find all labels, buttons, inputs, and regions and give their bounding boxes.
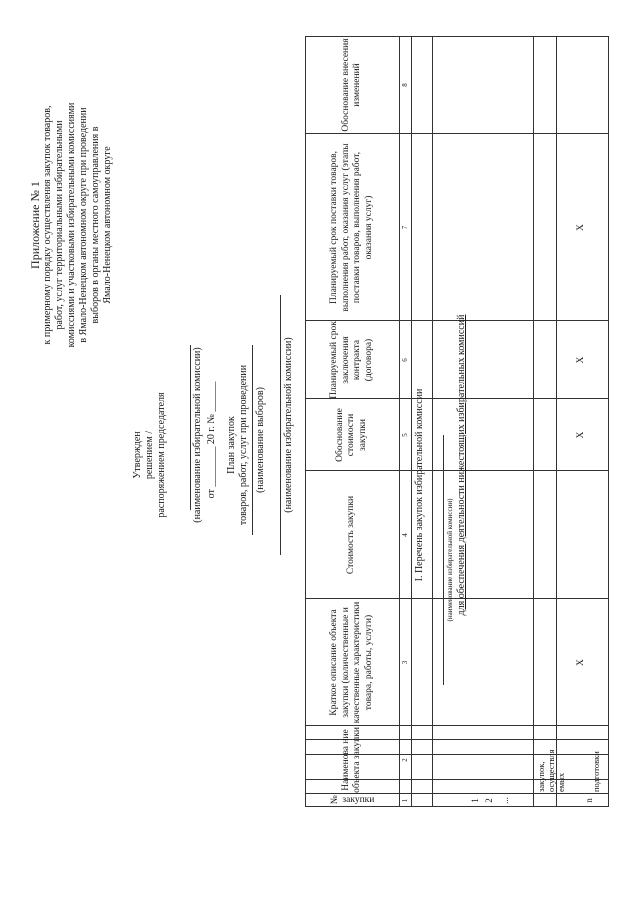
row-number: 2 (484, 798, 494, 803)
col-header-6: Планируемый срок заключения контракта (договора) (329, 321, 374, 399)
section-name-caption: (наименование избирательной комиссии) (446, 498, 454, 622)
col-number: 2 (401, 758, 409, 762)
appendix-title: Приложение № 1 (28, 181, 42, 269)
subtotal-label: закупок, осуществля емых (536, 749, 566, 792)
col-header-8: Обоснование внесения изменений (340, 38, 362, 132)
col-header-3: Краткое описание объекта закупки (количественные и качественные характеристики товара, работы, услуги) (329, 601, 374, 724)
section-heading: I. Перечень закупок избирательной комиссии (414, 388, 425, 582)
appendix-line: работ, услуг территориальными избирательными (54, 120, 65, 330)
section-name-line (443, 435, 444, 685)
election-commission-line (280, 295, 281, 555)
plan-subtitle: товаров, работ, услуг при проведении (238, 364, 249, 526)
col-header-7: Планируемый срок поставки товаров, выполнения работ, оказания услуг (этапы поставки товаров, выполнения работ, оказания услуг) (329, 143, 374, 312)
mark-x: X (576, 356, 587, 364)
mark-x: X (576, 659, 587, 666)
election-name-caption: (наименование выборов) (255, 387, 266, 493)
election-name-line (252, 345, 253, 535)
col-number: 5 (401, 433, 409, 437)
table-rule (432, 36, 433, 807)
appendix-line: в Ямало-Ненецком автономном округе при проведении (78, 107, 89, 343)
appendix-header (28, 45, 114, 405)
appendix-line: комиссиями и участковыми избирательными комиссиями (66, 102, 77, 348)
col-header-1: № закупки (329, 794, 375, 805)
col-number: 8 (401, 83, 409, 87)
mark-x: X (576, 224, 587, 231)
row-number: 1 (470, 798, 480, 803)
commission-name-line (190, 345, 191, 510)
col-number: 3 (401, 660, 409, 665)
col-number: 7 (401, 225, 409, 230)
col-number: 1 (401, 798, 409, 803)
col-number: 6 (401, 358, 409, 362)
table-rule (411, 36, 412, 807)
decision-label: решением / (144, 430, 155, 480)
table-rule (399, 36, 400, 807)
mark-x: X (576, 431, 587, 439)
order-label: распоряжением председателя (156, 392, 167, 518)
col-number: 4 (401, 533, 409, 537)
plan-title-block (226, 330, 250, 560)
col-header-2: Наименова ние объекта закупки (340, 727, 362, 793)
approved-label: Утвержден (132, 431, 143, 479)
appendix-line: к примерному порядку осуществления закупок товаров, (42, 105, 53, 345)
commission-name-caption: (наименование избирательной комиссии) (192, 347, 203, 523)
footer-label: подготовки (591, 751, 601, 792)
election-commission-caption: (наименование избирательной комиссии) (283, 337, 294, 513)
approval-block (132, 365, 168, 545)
row-number: n (584, 798, 594, 803)
date-line: от ________ 20 г. № ______ (206, 381, 217, 499)
appendix-line: Ямало-Ненецком автономном округе (102, 146, 113, 304)
subsection-heading: для обеспечения деятельности нижестоящих избирательных комиссий (456, 314, 467, 616)
col-header-5: Обоснование стоимости закупки (334, 408, 368, 462)
plan-title: План закупок (226, 416, 237, 474)
appendix-line: выборов в органы местного самоуправления в (90, 126, 101, 324)
col-header-4: Стоимость закупки (346, 495, 357, 575)
table-rule (533, 36, 534, 807)
row-number: ... (500, 797, 510, 804)
